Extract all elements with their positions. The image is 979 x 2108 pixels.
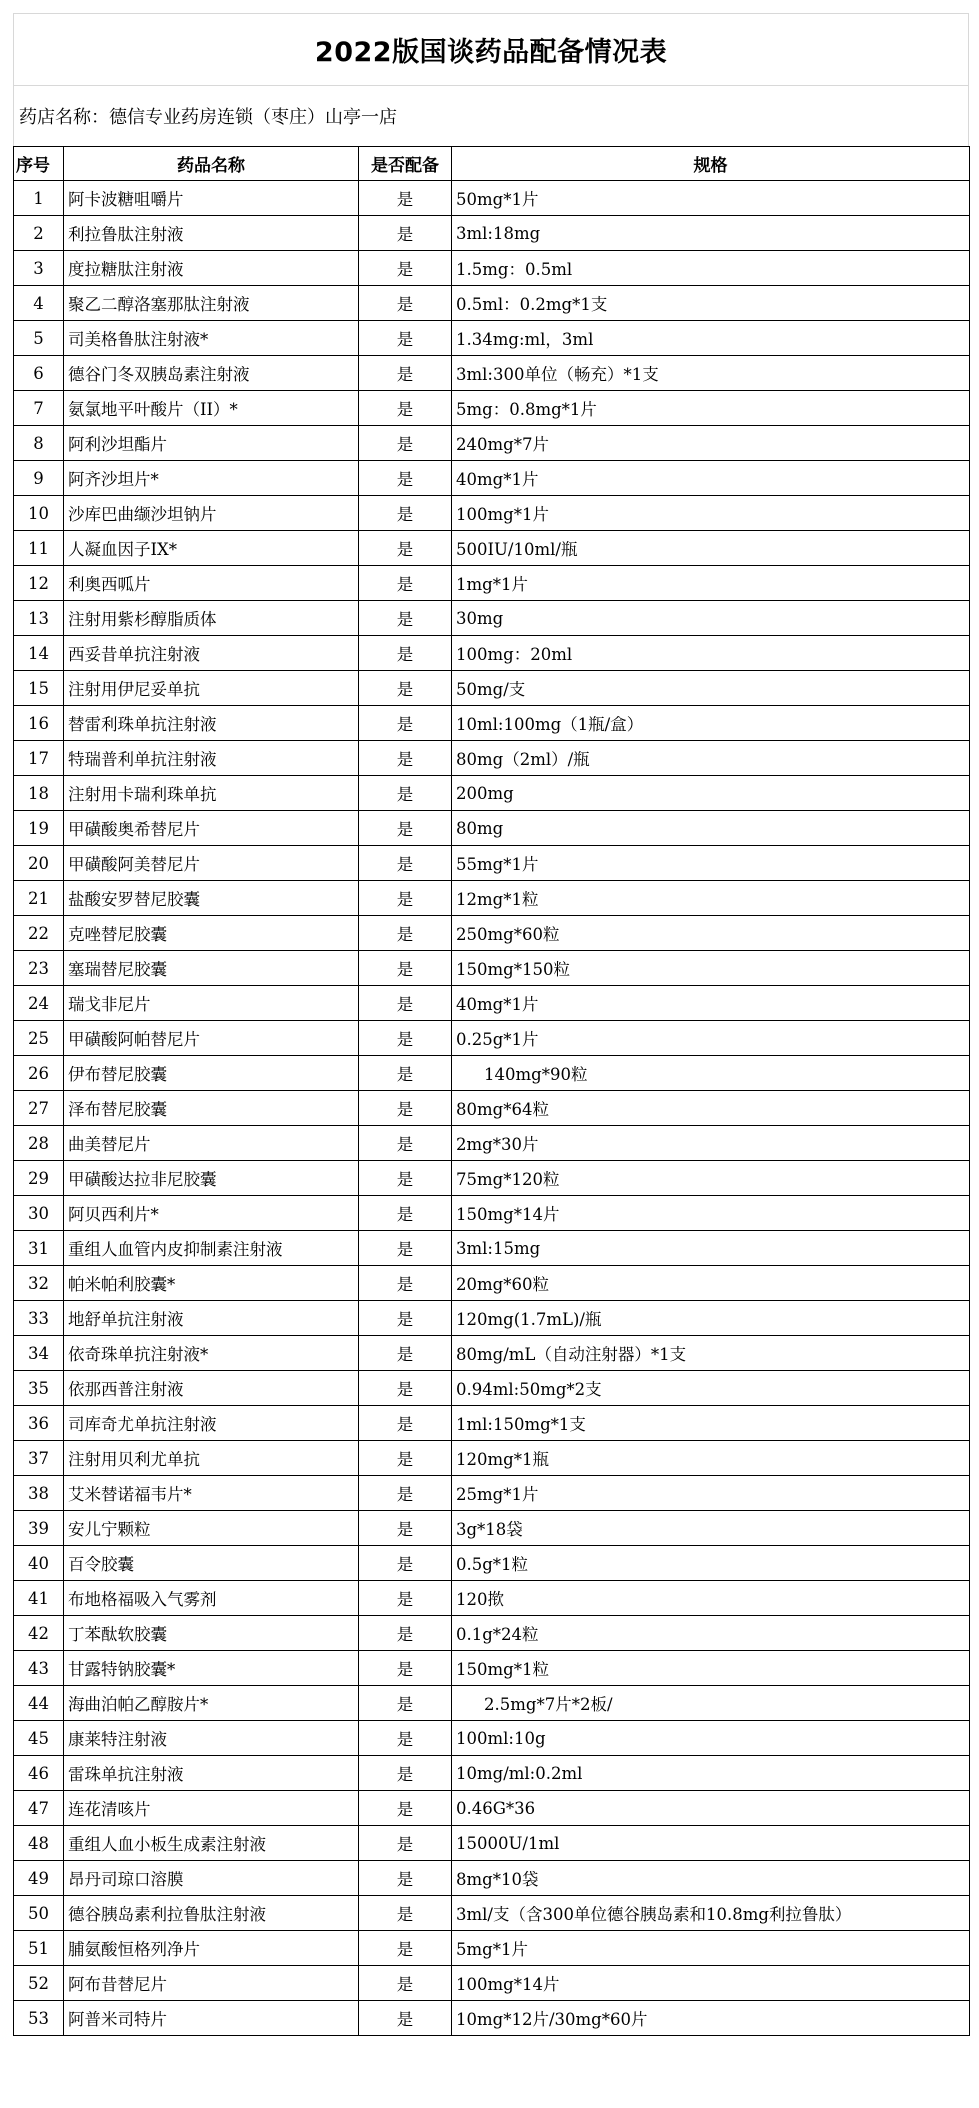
equipped-status: 是 xyxy=(359,1616,452,1651)
table-row xyxy=(14,776,970,811)
equipped-status: 是 xyxy=(359,811,452,846)
drug-spec: 80mg xyxy=(452,811,970,846)
drug-spec: 120揿 xyxy=(452,1581,970,1616)
drug-spec: 0.46G*36 xyxy=(452,1791,970,1826)
table-row xyxy=(14,601,970,636)
drug-name: 西妥昔单抗注射液 xyxy=(64,636,359,671)
equipped-status: 是 xyxy=(359,391,452,426)
drug-spec: 12mg*1粒 xyxy=(452,881,970,916)
drug-spec: 8mg*10袋 xyxy=(452,1861,970,1896)
table-row xyxy=(14,461,970,496)
equipped-status: 是 xyxy=(359,1651,452,1686)
drug-name: 氨氯地平叶酸片（II）* xyxy=(64,391,359,426)
drug-spec: 3ml/支（含300单位德谷胰岛素和10.8mg利拉鲁肽） xyxy=(452,1896,970,1931)
drug-spec: 20mg*60粒 xyxy=(452,1266,970,1301)
drug-name: 艾米替诺福韦片* xyxy=(64,1476,359,1511)
equipped-status: 是 xyxy=(359,1581,452,1616)
drug-spec: 75mg*120粒 xyxy=(452,1161,970,1196)
drug-spec: 10mg*12片/30mg*60片 xyxy=(452,2001,970,2036)
drug-spec: 80mg*64粒 xyxy=(452,1091,970,1126)
row-number: 45 xyxy=(14,1721,64,1756)
equipped-status: 是 xyxy=(359,671,452,706)
equipped-status: 是 xyxy=(359,496,452,531)
drug-name: 度拉糖肽注射液 xyxy=(64,251,359,286)
row-number: 27 xyxy=(14,1091,64,1126)
drug-name: 帕米帕利胶囊* xyxy=(64,1266,359,1301)
row-number: 4 xyxy=(14,286,64,321)
table-row xyxy=(14,671,970,706)
drug-name: 德谷门冬双胰岛素注射液 xyxy=(64,356,359,391)
drug-name: 替雷利珠单抗注射液 xyxy=(64,706,359,741)
drug-name: 盐酸安罗替尼胶囊 xyxy=(64,881,359,916)
row-number: 6 xyxy=(14,356,64,391)
row-number: 15 xyxy=(14,671,64,706)
drug-name: 司库奇尤单抗注射液 xyxy=(64,1406,359,1441)
row-number: 50 xyxy=(14,1896,64,1931)
drug-name: 甲磺酸奥希替尼片 xyxy=(64,811,359,846)
table-row xyxy=(14,1931,970,1966)
drug-name: 阿贝西利片* xyxy=(64,1196,359,1231)
drug-equipment-sheet xyxy=(13,13,969,2036)
row-number: 12 xyxy=(14,566,64,601)
drug-spec: 5mg：0.8mg*1片 xyxy=(452,391,970,426)
equipped-status: 是 xyxy=(359,1371,452,1406)
table-row xyxy=(14,1686,970,1721)
drug-spec: 120mg(1.7mL)/瓶 xyxy=(452,1301,970,1336)
row-number: 40 xyxy=(14,1546,64,1581)
drug-spec: 25mg*1片 xyxy=(452,1476,970,1511)
table-row xyxy=(14,1546,970,1581)
row-number: 53 xyxy=(14,2001,64,2036)
table-row xyxy=(14,881,970,916)
drug-spec: 120mg*1瓶 xyxy=(452,1441,970,1476)
equipped-status: 是 xyxy=(359,1966,452,2001)
table-row xyxy=(14,1476,970,1511)
drug-spec: 1.5mg：0.5ml xyxy=(452,251,970,286)
equipped-status: 是 xyxy=(359,181,452,216)
equipped-status: 是 xyxy=(359,846,452,881)
equipped-status: 是 xyxy=(359,706,452,741)
drug-spec: 0.25g*1片 xyxy=(452,1021,970,1056)
drug-name: 克唑替尼胶囊 xyxy=(64,916,359,951)
table-row xyxy=(14,1266,970,1301)
row-number: 48 xyxy=(14,1826,64,1861)
row-number: 9 xyxy=(14,461,64,496)
drug-name: 重组人血小板生成素注射液 xyxy=(64,1826,359,1861)
drug-name: 昂丹司琼口溶膜 xyxy=(64,1861,359,1896)
equipped-status: 是 xyxy=(359,216,452,251)
equipped-status: 是 xyxy=(359,1756,452,1791)
drug-spec: 140mg*90粒 xyxy=(452,1056,970,1091)
table-row xyxy=(14,1021,970,1056)
drug-spec: 0.94ml:50mg*2支 xyxy=(452,1371,970,1406)
row-number: 13 xyxy=(14,601,64,636)
drug-spec: 3ml:18mg xyxy=(452,216,970,251)
drug-table xyxy=(13,146,970,2036)
table-row xyxy=(14,811,970,846)
drug-spec: 2mg*30片 xyxy=(452,1126,970,1161)
table-row xyxy=(14,1756,970,1791)
table-body xyxy=(14,181,970,2036)
drug-name: 曲美替尼片 xyxy=(64,1126,359,1161)
drug-spec: 0.5g*1粒 xyxy=(452,1546,970,1581)
row-number: 37 xyxy=(14,1441,64,1476)
drug-spec: 500IU/10ml/瓶 xyxy=(452,531,970,566)
equipped-status: 是 xyxy=(359,1336,452,1371)
title-row xyxy=(13,13,969,85)
row-number: 28 xyxy=(14,1126,64,1161)
row-number: 1 xyxy=(14,181,64,216)
row-number: 21 xyxy=(14,881,64,916)
table-row xyxy=(14,1126,970,1161)
table-row xyxy=(14,1966,970,2001)
equipped-status: 是 xyxy=(359,1861,452,1896)
table-row xyxy=(14,531,970,566)
row-number: 42 xyxy=(14,1616,64,1651)
drug-name: 阿普米司特片 xyxy=(64,2001,359,2036)
row-number: 8 xyxy=(14,426,64,461)
table-row xyxy=(14,1336,970,1371)
row-number: 2 xyxy=(14,216,64,251)
row-number: 49 xyxy=(14,1861,64,1896)
table-row xyxy=(14,1161,970,1196)
drug-spec: 250mg*60粒 xyxy=(452,916,970,951)
drug-spec: 200mg xyxy=(452,776,970,811)
table-row xyxy=(14,321,970,356)
row-number: 30 xyxy=(14,1196,64,1231)
row-number: 43 xyxy=(14,1651,64,1686)
drug-name: 特瑞普利单抗注射液 xyxy=(64,741,359,776)
table-row xyxy=(14,356,970,391)
drug-name: 阿利沙坦酯片 xyxy=(64,426,359,461)
drug-name: 甲磺酸阿美替尼片 xyxy=(64,846,359,881)
table-row xyxy=(14,1896,970,1931)
drug-name: 瑞戈非尼片 xyxy=(64,986,359,1021)
table-row xyxy=(14,1371,970,1406)
row-number: 16 xyxy=(14,706,64,741)
drug-name: 注射用紫杉醇脂质体 xyxy=(64,601,359,636)
table-row xyxy=(14,1581,970,1616)
drug-spec: 10mg/ml:0.2ml xyxy=(452,1756,970,1791)
drug-name: 百令胶囊 xyxy=(64,1546,359,1581)
drug-spec: 0.5ml：0.2mg*1支 xyxy=(452,286,970,321)
table-row xyxy=(14,1651,970,1686)
row-number: 35 xyxy=(14,1371,64,1406)
drug-name: 泽布替尼胶囊 xyxy=(64,1091,359,1126)
row-number: 14 xyxy=(14,636,64,671)
table-row xyxy=(14,286,970,321)
drug-name: 海曲泊帕乙醇胺片* xyxy=(64,1686,359,1721)
equipped-status: 是 xyxy=(359,1231,452,1266)
equipped-status: 是 xyxy=(359,1721,452,1756)
drug-spec: 3ml:300单位（畅充）*1支 xyxy=(452,356,970,391)
table-row xyxy=(14,1056,970,1091)
row-number: 22 xyxy=(14,916,64,951)
equipped-status: 是 xyxy=(359,636,452,671)
drug-name: 布地格福吸入气雾剂 xyxy=(64,1581,359,1616)
drug-name: 重组人血管内皮抑制素注射液 xyxy=(64,1231,359,1266)
equipped-status: 是 xyxy=(359,1896,452,1931)
row-number: 51 xyxy=(14,1931,64,1966)
drug-spec: 3ml:15mg xyxy=(452,1231,970,1266)
equipped-status: 是 xyxy=(359,776,452,811)
equipped-status: 是 xyxy=(359,1406,452,1441)
drug-spec: 240mg*7片 xyxy=(452,426,970,461)
row-number: 32 xyxy=(14,1266,64,1301)
drug-spec: 100mg*14片 xyxy=(452,1966,970,2001)
equipped-status: 是 xyxy=(359,461,452,496)
header-equipped: 是否配备 xyxy=(359,147,452,181)
table-header-row xyxy=(14,147,970,181)
equipped-status: 是 xyxy=(359,1826,452,1861)
equipped-status: 是 xyxy=(359,1791,452,1826)
table-row xyxy=(14,741,970,776)
table-row xyxy=(14,1441,970,1476)
table-row xyxy=(14,1791,970,1826)
header-name: 药品名称 xyxy=(64,147,359,181)
table-row xyxy=(14,1721,970,1756)
drug-name: 利拉鲁肽注射液 xyxy=(64,216,359,251)
drug-spec: 100mg：20ml xyxy=(452,636,970,671)
drug-name: 聚乙二醇洛塞那肽注射液 xyxy=(64,286,359,321)
drug-spec: 1ml:150mg*1支 xyxy=(452,1406,970,1441)
row-number: 26 xyxy=(14,1056,64,1091)
equipped-status: 是 xyxy=(359,1476,452,1511)
table-row xyxy=(14,2001,970,2036)
equipped-status: 是 xyxy=(359,566,452,601)
drug-spec: 40mg*1片 xyxy=(452,986,970,1021)
drug-spec: 5mg*1片 xyxy=(452,1931,970,1966)
row-number: 47 xyxy=(14,1791,64,1826)
table-row xyxy=(14,706,970,741)
equipped-status: 是 xyxy=(359,741,452,776)
table-row xyxy=(14,496,970,531)
drug-spec: 50mg*1片 xyxy=(452,181,970,216)
equipped-status: 是 xyxy=(359,1021,452,1056)
drug-spec: 80mg/mL（自动注射器）*1支 xyxy=(452,1336,970,1371)
drug-spec: 30mg xyxy=(452,601,970,636)
drug-spec: 10ml:100mg（1瓶/盒） xyxy=(452,706,970,741)
row-number: 24 xyxy=(14,986,64,1021)
row-number: 36 xyxy=(14,1406,64,1441)
drug-spec: 80mg（2ml）/瓶 xyxy=(452,741,970,776)
row-number: 18 xyxy=(14,776,64,811)
drug-name: 注射用贝利尤单抗 xyxy=(64,1441,359,1476)
equipped-status: 是 xyxy=(359,916,452,951)
row-number: 20 xyxy=(14,846,64,881)
equipped-status: 是 xyxy=(359,951,452,986)
equipped-status: 是 xyxy=(359,1091,452,1126)
drug-name: 地舒单抗注射液 xyxy=(64,1301,359,1336)
table-row xyxy=(14,986,970,1021)
drug-name: 利奥西呱片 xyxy=(64,566,359,601)
drug-name: 依奇珠单抗注射液* xyxy=(64,1336,359,1371)
equipped-status: 是 xyxy=(359,601,452,636)
store-name: 药店名称：德信专业药房连锁（枣庄）山亭一店 xyxy=(19,107,397,128)
drug-spec: 15000U/1ml xyxy=(452,1826,970,1861)
drug-name: 德谷胰岛素利拉鲁肽注射液 xyxy=(64,1896,359,1931)
equipped-status: 是 xyxy=(359,1196,452,1231)
drug-spec: 150mg*14片 xyxy=(452,1196,970,1231)
table-row xyxy=(14,1406,970,1441)
drug-name: 阿齐沙坦片* xyxy=(64,461,359,496)
drug-spec: 100mg*1片 xyxy=(452,496,970,531)
drug-name: 安儿宁颗粒 xyxy=(64,1511,359,1546)
equipped-status: 是 xyxy=(359,1441,452,1476)
drug-name: 阿布昔替尼片 xyxy=(64,1966,359,2001)
row-number: 5 xyxy=(14,321,64,356)
equipped-status: 是 xyxy=(359,1161,452,1196)
table-row xyxy=(14,1861,970,1896)
page-title: 2022版国谈药品配备情况表 xyxy=(314,37,668,68)
table-row xyxy=(14,566,970,601)
drug-spec: 150mg*1粒 xyxy=(452,1651,970,1686)
drug-name: 司美格鲁肽注射液* xyxy=(64,321,359,356)
table-row xyxy=(14,216,970,251)
equipped-status: 是 xyxy=(359,531,452,566)
equipped-status: 是 xyxy=(359,986,452,1021)
table-row xyxy=(14,181,970,216)
equipped-status: 是 xyxy=(359,426,452,461)
equipped-status: 是 xyxy=(359,1546,452,1581)
equipped-status: 是 xyxy=(359,1301,452,1336)
row-number: 33 xyxy=(14,1301,64,1336)
row-number: 3 xyxy=(14,251,64,286)
table-row xyxy=(14,426,970,461)
drug-name: 连花清咳片 xyxy=(64,1791,359,1826)
drug-name: 甲磺酸阿帕替尼片 xyxy=(64,1021,359,1056)
drug-name: 注射用卡瑞利珠单抗 xyxy=(64,776,359,811)
table-row xyxy=(14,1091,970,1126)
drug-name: 伊布替尼胶囊 xyxy=(64,1056,359,1091)
row-number: 31 xyxy=(14,1231,64,1266)
equipped-status: 是 xyxy=(359,881,452,916)
drug-spec: 1mg*1片 xyxy=(452,566,970,601)
table-row xyxy=(14,251,970,286)
drug-spec: 1.34mg:ml，3ml xyxy=(452,321,970,356)
table-row xyxy=(14,1196,970,1231)
equipped-status: 是 xyxy=(359,2001,452,2036)
table-row xyxy=(14,1616,970,1651)
row-number: 29 xyxy=(14,1161,64,1196)
row-number: 17 xyxy=(14,741,64,776)
drug-name: 阿卡波糖咀嚼片 xyxy=(64,181,359,216)
row-number: 52 xyxy=(14,1966,64,2001)
table-row xyxy=(14,391,970,426)
drug-name: 脯氨酸恒格列净片 xyxy=(64,1931,359,1966)
table-row xyxy=(14,1511,970,1546)
row-number: 10 xyxy=(14,496,64,531)
drug-name: 甘露特钠胶囊* xyxy=(64,1651,359,1686)
drug-name: 塞瑞替尼胶囊 xyxy=(64,951,359,986)
equipped-status: 是 xyxy=(359,1266,452,1301)
drug-name: 沙库巴曲缬沙坦钠片 xyxy=(64,496,359,531)
equipped-status: 是 xyxy=(359,1931,452,1966)
equipped-status: 是 xyxy=(359,286,452,321)
drug-spec: 50mg/支 xyxy=(452,671,970,706)
table-row xyxy=(14,1231,970,1266)
equipped-status: 是 xyxy=(359,1686,452,1721)
drug-spec: 55mg*1片 xyxy=(452,846,970,881)
row-number: 11 xyxy=(14,531,64,566)
table-row xyxy=(14,916,970,951)
row-number: 41 xyxy=(14,1581,64,1616)
row-number: 44 xyxy=(14,1686,64,1721)
drug-name: 康莱特注射液 xyxy=(64,1721,359,1756)
table-row xyxy=(14,1301,970,1336)
header-no: 序号 xyxy=(14,147,64,181)
equipped-status: 是 xyxy=(359,356,452,391)
table-row xyxy=(14,1826,970,1861)
row-number: 39 xyxy=(14,1511,64,1546)
equipped-status: 是 xyxy=(359,1511,452,1546)
row-number: 25 xyxy=(14,1021,64,1056)
header-spec: 规格 xyxy=(452,147,970,181)
drug-spec: 150mg*150粒 xyxy=(452,951,970,986)
drug-spec: 0.1g*24粒 xyxy=(452,1616,970,1651)
drug-spec: 3g*18袋 xyxy=(452,1511,970,1546)
equipped-status: 是 xyxy=(359,1056,452,1091)
drug-spec: 100ml:10g xyxy=(452,1721,970,1756)
table-row xyxy=(14,636,970,671)
row-number: 38 xyxy=(14,1476,64,1511)
equipped-status: 是 xyxy=(359,1126,452,1161)
drug-name: 人凝血因子IX* xyxy=(64,531,359,566)
drug-name: 甲磺酸达拉非尼胶囊 xyxy=(64,1161,359,1196)
drug-spec: 2.5mg*7片*2板/ xyxy=(452,1686,970,1721)
table-row xyxy=(14,951,970,986)
drug-name: 丁苯酞软胶囊 xyxy=(64,1616,359,1651)
table-row xyxy=(14,846,970,881)
store-row xyxy=(13,85,969,146)
equipped-status: 是 xyxy=(359,251,452,286)
drug-spec: 40mg*1片 xyxy=(452,461,970,496)
row-number: 19 xyxy=(14,811,64,846)
row-number: 46 xyxy=(14,1756,64,1791)
equipped-status: 是 xyxy=(359,321,452,356)
drug-name: 注射用伊尼妥单抗 xyxy=(64,671,359,706)
row-number: 7 xyxy=(14,391,64,426)
row-number: 23 xyxy=(14,951,64,986)
drug-name: 依那西普注射液 xyxy=(64,1371,359,1406)
drug-name: 雷珠单抗注射液 xyxy=(64,1756,359,1791)
row-number: 34 xyxy=(14,1336,64,1371)
